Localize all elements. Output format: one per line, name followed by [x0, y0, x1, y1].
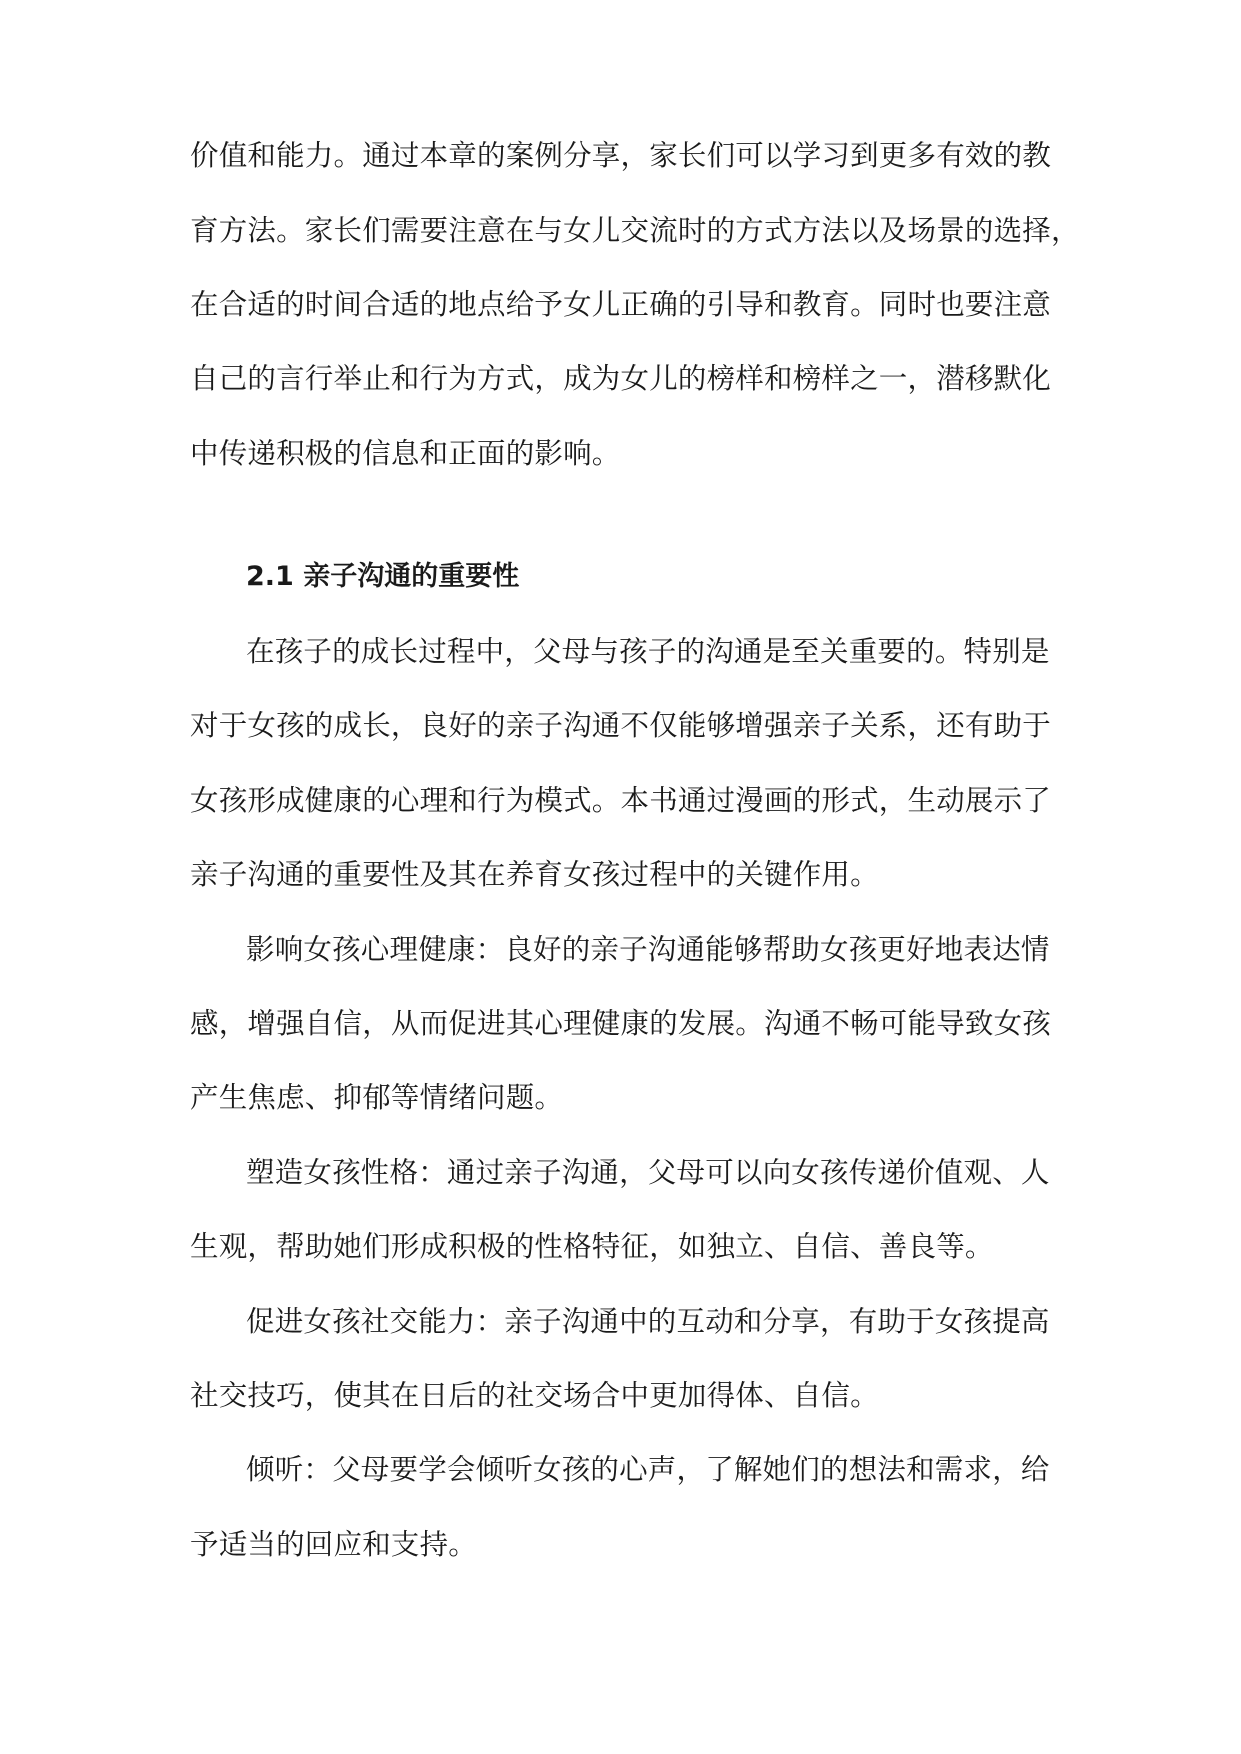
- paragraph-1-line-2: 对于女孩的成长，良好的亲子沟通不仅能够增强亲子关系，还有助于: [190, 709, 1052, 742]
- paragraph-3-line-1: 塑造女孩性格：通过亲子沟通，父母可以向女孩传递价值观、人: [246, 1156, 1050, 1189]
- section-heading: 2.1 亲子沟通的重要性: [246, 561, 520, 592]
- paragraph-4-line-2: 社交技巧，使其在日后的社交场合中更加得体、自信。: [190, 1379, 879, 1412]
- intro-line-2: 育方法。家长们需要注意在与女儿交流时的方式方法以及场景的选择，: [190, 214, 1080, 247]
- paragraph-5-line-2: 予适当的回应和支持。: [190, 1528, 478, 1561]
- paragraph-2-line-3: 产生焦虑、抑郁等情绪问题。: [190, 1081, 564, 1114]
- paragraph-2-line-2: 感，增强自信，从而促进其心理健康的发展。沟通不畅可能导致女孩: [190, 1007, 1052, 1040]
- paragraph-1-line-3: 女孩形成健康的心理和行为模式。本书通过漫画的形式，生动展示了: [190, 784, 1052, 817]
- paragraph-3-line-2: 生观，帮助她们形成积极的性格特征，如独立、自信、善良等。: [190, 1230, 994, 1263]
- intro-line-1: 价值和能力。通过本章的案例分享，家长们可以学习到更多有效的教: [190, 139, 1052, 172]
- paragraph-5-line-1: 倾听：父母要学会倾听女孩的心声，了解她们的想法和需求，给: [246, 1453, 1050, 1486]
- paragraph-1-line-1: 在孩子的成长过程中，父母与孩子的沟通是至关重要的。特别是: [246, 635, 1050, 668]
- intro-line-3: 在合适的时间合适的地点给予女儿正确的引导和教育。同时也要注意: [190, 288, 1052, 321]
- paragraph-4-line-1: 促进女孩社交能力：亲子沟通中的互动和分享，有助于女孩提高: [246, 1305, 1050, 1338]
- paragraph-2-line-1: 影响女孩心理健康：良好的亲子沟通能够帮助女孩更好地表达情: [246, 933, 1050, 966]
- intro-line-4: 自己的言行举止和行为方式，成为女儿的榜样和榜样之一，潜移默化: [190, 362, 1052, 395]
- paragraph-1-line-4: 亲子沟通的重要性及其在养育女孩过程中的关键作用。: [190, 858, 879, 891]
- intro-line-5: 中传递积极的信息和正面的影响。: [190, 437, 621, 470]
